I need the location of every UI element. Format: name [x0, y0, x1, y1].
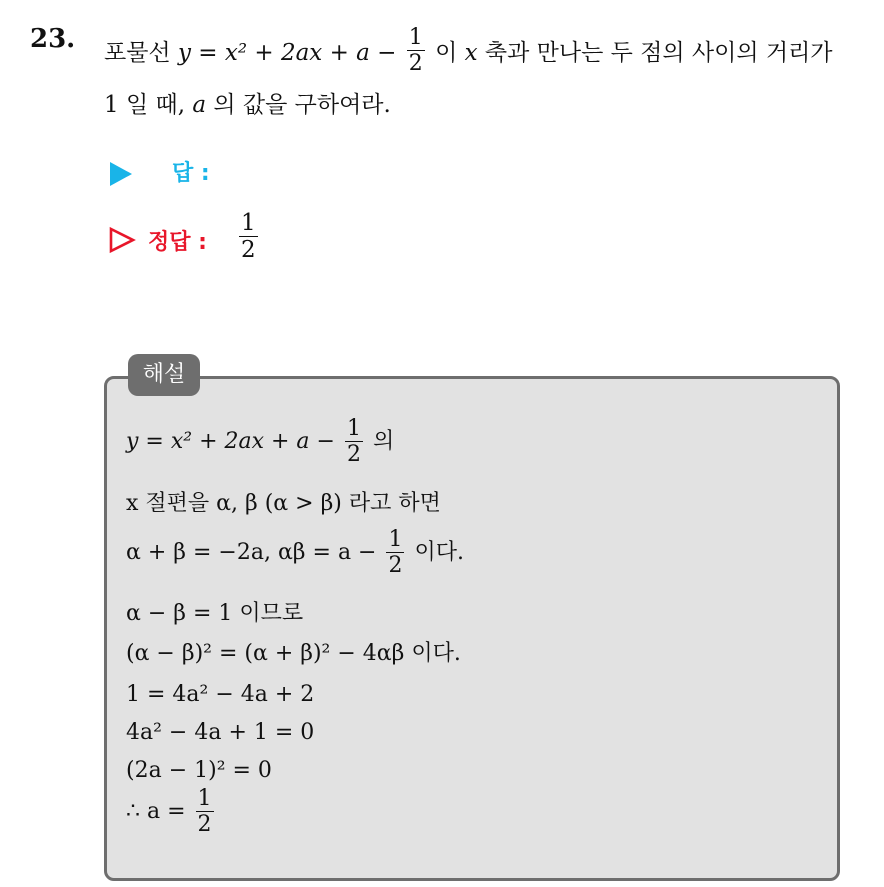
solution-line-9	[126, 786, 217, 838]
outline-triangle-icon	[108, 226, 136, 258]
fraction-numerator: 1	[197, 786, 212, 811]
solution-expression: α + β = −2a, αβ = a −	[126, 539, 384, 565]
answer-label: 답 :	[172, 161, 210, 186]
solution-fraction	[345, 416, 363, 468]
solution-line-7: 4a² − 4a + 1 = 0	[126, 720, 315, 745]
solution-line-2: x 절편을 α, β (α > β) 라고 하면	[126, 491, 441, 516]
question-variable-x: x	[464, 39, 478, 66]
solution-fraction	[386, 527, 404, 579]
question-line-2	[104, 86, 391, 119]
fraction-denominator: 2	[241, 237, 256, 264]
question-text-rest: 축과 만나는 두 점의 사이의 거리가	[484, 39, 833, 66]
question-number: 23.	[30, 24, 76, 54]
question-fraction	[407, 25, 425, 77]
fraction-denominator: 2	[388, 553, 403, 579]
question-text-post: 이	[435, 39, 458, 66]
solution-line-4: α − β = 1 이므로	[126, 601, 304, 626]
solution-expression: y = x² + 2ax + a −	[126, 428, 342, 454]
solution-tag: 해설	[128, 354, 200, 396]
solution-text: 의	[372, 428, 395, 454]
fraction-denominator: 2	[408, 51, 423, 77]
fraction-numerator: 1	[408, 25, 423, 50]
filled-triangle-icon	[108, 160, 134, 192]
fraction-denominator: 2	[346, 442, 361, 468]
fraction-denominator: 2	[197, 812, 212, 838]
fraction-numerator: 1	[241, 210, 256, 236]
solution-expression: ∴ a =	[126, 798, 193, 824]
solution-line-1	[126, 416, 394, 468]
fraction-numerator: 1	[346, 416, 361, 441]
solution-line-8: (2a − 1)² = 0	[126, 758, 272, 783]
question-ask: 의 값을 구하여라.	[213, 92, 391, 118]
fraction-numerator: 1	[388, 527, 403, 552]
correct-fraction	[239, 210, 258, 264]
question-variable-a: a	[192, 92, 207, 118]
question-expression: y = x² + 2ax + a −	[177, 39, 404, 66]
question-text-pre: 포물선	[104, 39, 171, 66]
solution-line-3	[126, 527, 464, 579]
solution-line-6: 1 = 4a² − 4a + 2	[126, 682, 315, 707]
correct-answer-label: 정답 :	[148, 230, 207, 255]
solution-text: 이다.	[414, 539, 464, 565]
solution-line-5: (α − β)² = (α + β)² − 4αβ 이다.	[126, 641, 461, 666]
correct-answer-value	[236, 210, 261, 264]
question-condition: 1 일 때,	[104, 92, 186, 118]
question-line-1	[104, 25, 833, 80]
solution-fraction	[196, 786, 214, 838]
